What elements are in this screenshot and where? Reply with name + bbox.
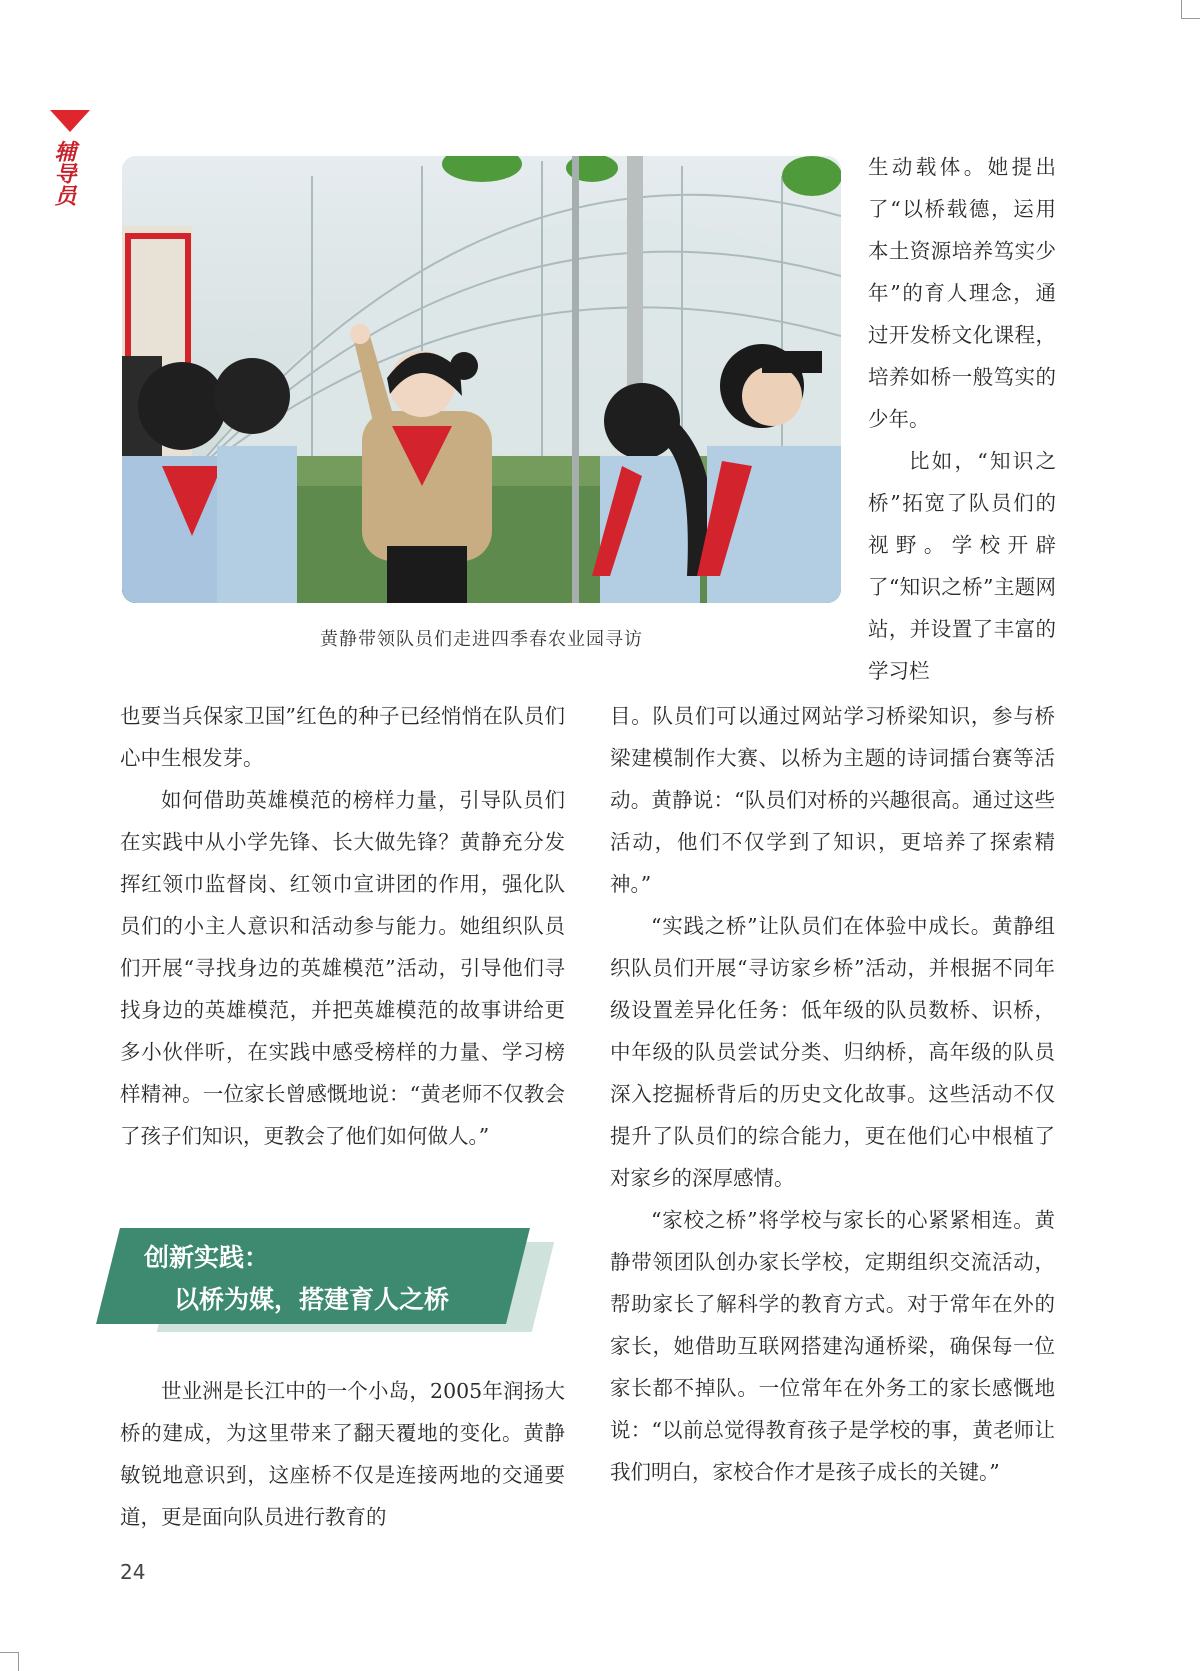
paragraph: 生动载体。她提出了“以桥载德，运用本土资源培养笃实少年”的育人理念，通过开发桥文化课程，培养如桥一般笃实的少年。 [868, 155, 1056, 431]
section-heading-line1: 创新实践： [144, 1243, 270, 1272]
article-photo [122, 156, 841, 603]
paragraph: 世业洲是长江中的一个小岛，2005年润扬大桥的建成，为这里带来了翻天覆地的变化。黄静敏锐地意识到，这座桥不仅是连接两地的交通要道，更是面向队员进行教育的 [120, 1379, 565, 1529]
paragraph: 如何借助英雄模范的榜样力量，引导队员们在实践中从小学先锋、长大做先锋？黄静充分发挥红领巾监督岗、红领巾宣讲团的作用，强化队员们的小主人意识和活动参与能力。她组织队员们开展“寻找身边的英雄模范”活动，引导他们寻找身边的英雄模范，并把英雄模范的故事讲给更多小伙伴听，在实践中感受榜样的力量、学习榜样精神。一位家长曾感慨地说：“黄老师不仅教会了孩子们知识，更教会了他们如何做人。” [120, 788, 565, 1148]
section-heading-banner [98, 1222, 550, 1344]
paragraph: 目。队员们可以通过网站学习桥梁知识，参与桥梁建模制作大赛、以桥为主题的诗词擂台赛等活动。黄静说：“队员们对桥的兴趣很高。通过这些活动，他们不仅学到了知识，更培养了探索精神。” [610, 704, 1055, 896]
paragraph: 也要当兵保家卫国”红色的种子已经悄悄在队员们心中生根发芽。 [120, 704, 565, 770]
text-column-right-top [868, 146, 1056, 692]
paragraph: 比如，“知识之桥”拓宽了队员们的视野。学校开辟了“知识之桥”主题网站，并设置了丰富的学习栏 [868, 449, 1056, 683]
paragraph: “家校之桥”将学校与家长的心紧紧相连。黄静带领团队创办家长学校，定期组织交流活动，帮助家长了解科学的教育方式。对于常年在外的家长，她借助互联网搭建沟通桥梁，确保每一位家长都不掉队。一位常年在外务工的家长感慨地说：“以前总觉得教育孩子是学校的事，黄老师让我们明白，家校合作才是孩子成长的关键。” [610, 1208, 1055, 1484]
greenhouse-photo-illustration [122, 156, 841, 603]
section-tag [50, 110, 90, 206]
section-label: 辅导员 [51, 140, 77, 206]
crop-mark-top-right [1181, 0, 1200, 19]
page-number: 24 [120, 1560, 146, 1584]
text-column-left [120, 695, 565, 1157]
paragraph: “实践之桥”让队员们在体验中成长。黄静组织队员们开展“寻访家乡桥”活动，并根据不同年级设置差异化任务：低年级的队员数桥、识桥，中年级的队员尝试分类、归纳桥，高年级的队员深入挖掘桥背后的历史文化故事。这些活动不仅提升了队员们的综合能力，更在他们心中根植了对家乡的深厚感情。 [610, 914, 1055, 1190]
red-triangle-icon [50, 110, 90, 132]
text-column-left-bottom [120, 1370, 565, 1538]
photo-caption: 黄静带领队员们走进四季春农业园寻访 [320, 629, 643, 650]
crop-mark-bottom-left [0, 1652, 19, 1671]
text-column-right [610, 695, 1055, 1493]
section-heading-line2: 以桥为媒，搭建育人之桥 [174, 1285, 450, 1314]
